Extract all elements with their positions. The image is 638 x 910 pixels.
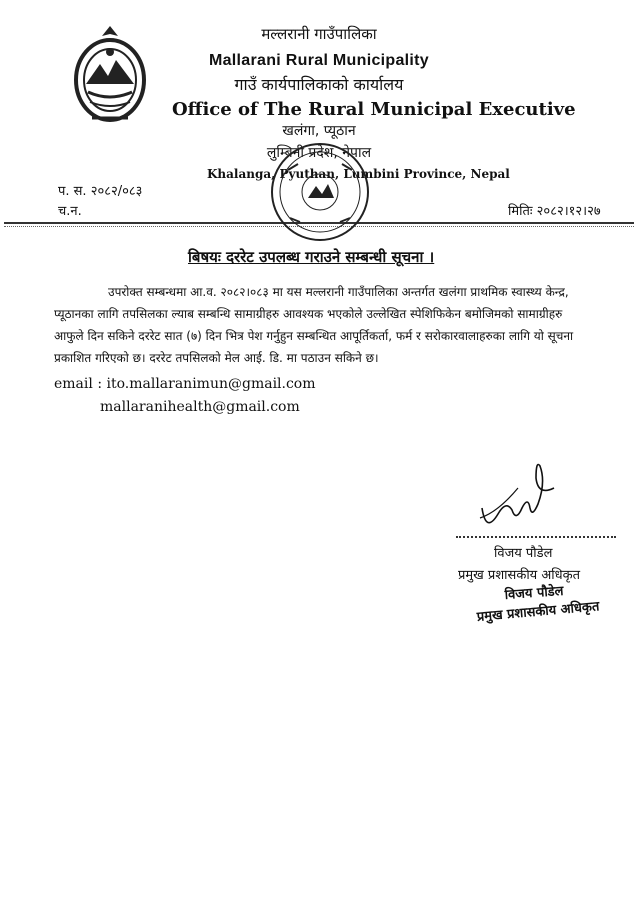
dispatch-number: च.न. — [58, 204, 82, 219]
body-line-4: प्रकाशित गरिएको छ। दररेट तपसिलको मेल आई. डि. मा पठाउन सकिने छ। — [54, 351, 379, 365]
body-line-2: प्यूठानका लागि तपसिलका ल्याब सम्बन्धि सामाग्रीहरु आवश्यक भएकोले उल्लेखित स्पेशिफिकेन बमोजिमको सामाग्रीहरु — [54, 307, 563, 321]
signatory-name: विजय पौडेल — [494, 546, 553, 561]
notice-subject: बिषयः दररेट उपलब्ध गराउने सम्बन्धी सूचना । — [188, 248, 435, 266]
office-name-np: गाउँ कार्यपालिकाको कार्यालय — [234, 75, 404, 94]
contact-email-secondary[interactable]: mallaranihealth@gmail.com — [100, 399, 300, 415]
body-line-3: आफुले दिन सकिने दररेट सात (७) दिन भित्र पेश गर्नुहुन सम्बन्धित आपूर्तिकर्ता, फर्म र सरोकारवालाहरुका लागि यो सूचना — [54, 329, 574, 343]
signatory-title: प्रमुख प्रशासकीय अधिकृत — [458, 568, 581, 583]
reference-number: प. स. २०८२/०८३ — [58, 184, 143, 199]
contact-email-primary[interactable]: email : ito.mallaranimun@gmail.com — [54, 376, 316, 392]
municipality-name-np: मल्लरानी गाउँपालिका — [261, 25, 377, 43]
province-np: लुम्बिनी प्रदेश, नेपाल — [266, 145, 372, 161]
name-stamp: विजय पौडेल — [504, 583, 564, 603]
body-line-1: उपरोक्त सम्बन्धमा आ.व. २०८२।०८३ मा यस मल्लरानी गाउँपालिका अन्तर्गत खलंगा प्राथमिक स्वास्थ्य केन्द्र, — [108, 285, 569, 299]
municipality-name-en: Mallarani Rural Municipality — [208, 52, 429, 69]
office-seal-stamp — [268, 140, 372, 244]
letter-date: मितिः २०८२।१२।२७ — [508, 204, 601, 219]
office-name-en: Office of The Rural Municipal Executive — [172, 99, 576, 120]
signature-line — [456, 536, 616, 538]
place-np: खलंगा, प्यूठान — [282, 123, 356, 139]
address-en: Khalanga, Pyuthan, Lumbini Province, Nepal — [207, 167, 510, 181]
title-stamp: प्रमुख प्रशासकीय अधिकृत — [476, 599, 600, 625]
handwritten-signature — [478, 448, 558, 540]
